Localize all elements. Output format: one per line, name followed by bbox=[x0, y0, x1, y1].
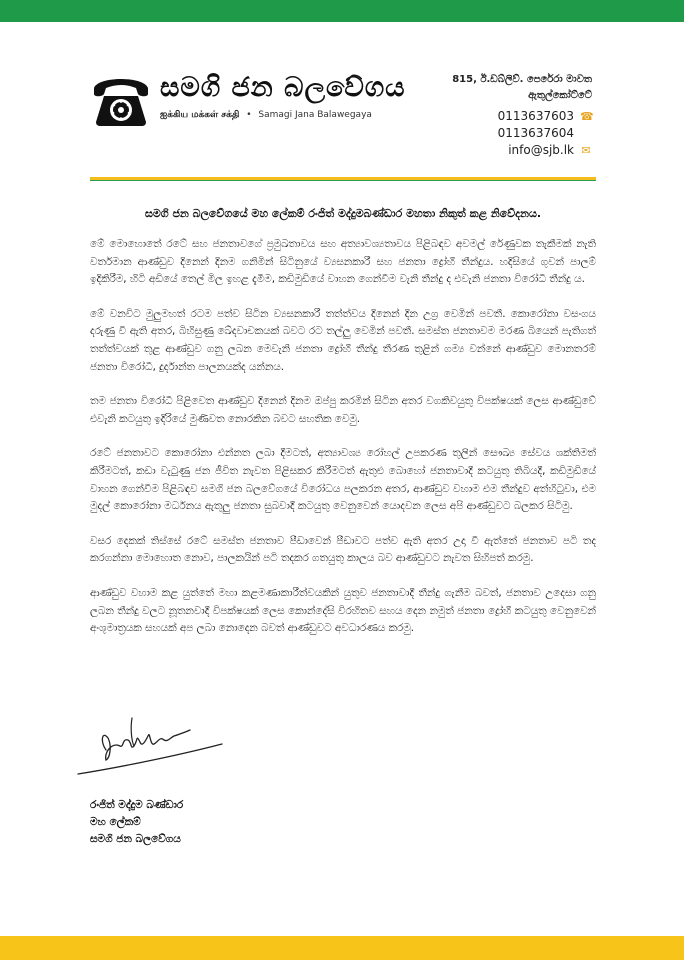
bottom-yellow-band bbox=[0, 936, 684, 960]
email-line bbox=[452, 142, 592, 159]
paragraph-6: ආණ්ඩුව වහාම කළ යුත්තේ මහා කළමණාකාරීත්වයකින් යුතුව ජනතාවාදී තීන්දු ගැනීම බවත්, ජනතාව උදෙසා ගනු ලබන තීන්දු වලට නූතනවාදී විපක්ෂයක් ලෙස කොන්දේසි විරහිතව සහය දෙන නමුත් ජනතා ද්‍රෝහී කටයුතු වෙනුවෙන් අංශුමාත්‍රයක සහයක් අප ලබා නොදෙන බවත් ආණ්ඩුවට අවධාරණය කරමු. bbox=[90, 586, 596, 635]
statement-body bbox=[90, 236, 596, 655]
phone-line-1 bbox=[452, 108, 592, 125]
tagline-separator: • bbox=[246, 110, 252, 120]
phone-icon: ☎ bbox=[580, 110, 594, 123]
signer-block bbox=[90, 797, 183, 848]
paragraph-1: මේ මොහොතේ රටේ සහ ජනතාවගේ ප්‍රමුඛතාවය සහ අත්‍යාවශ්‍යතාවය පිළිබඳව අවමල් රේණුවක තැකීමක් නැති වර්තමාන ආණ්ඩුව දිනෙන් දිනම ගනිමින් සිටිනුයේ ව්‍යසනකාරී සහ ජනතා ද්‍රෝහී තීන්දුය. හදිසියේ ගුවන් පාලම් ඉදිකිරීම, හිටි අඩියේ තෙල් මිල ඉහළ දැමීම, කඩිමුඩියේ වාහන ගෙන්වීම වැනි තීන්දු ද එවැනි ජනතා විරෝධී තීන්දු ය. bbox=[90, 238, 596, 286]
signer-name: රංජිත් මද්දුම බණ්ඩාර bbox=[90, 799, 184, 811]
address-line-2: ඇතුල්කෝට්ටේ bbox=[528, 90, 592, 101]
org-name: සමගි ජන බලවේගය bbox=[160, 72, 406, 103]
tagline-english: Samagi Jana Balawegaya bbox=[258, 110, 372, 120]
paragraph-5: වසර දෙකක් තිස්සේ රටේ සමස්ත ජනතාව පීඩාවෙන් පීඩාවට පත්ව ඇති අතර උදා වී ඇත්තේ ජනතාව පටි තද කරගන්නා මොහොත නොව, පාලකයින් පටි තදකර ගතයුතු කාලය බව ආණ්ඩුවට නැවත සිහිපත් කරමු. bbox=[90, 534, 596, 565]
logo bbox=[90, 72, 410, 132]
tagline bbox=[160, 110, 372, 121]
phone-line-2 bbox=[452, 125, 592, 142]
tagline-tamil: ஐக்கிய மக்கள் சக்தி bbox=[160, 110, 240, 120]
email-address: info@sjb.lk bbox=[508, 143, 574, 157]
address-line-1: 815, ඊ.ඩබ්ලිව්. පෙරේරා මාවත bbox=[452, 74, 592, 85]
paragraph-3: තම ජනතා විරෝධී පිළිවෙත ආණ්ඩුව දිනෙන් දිනම ඔප්පු කරමින් සිටින අතර වගකිවයුතු විපක්ෂයක් ලෙස ආණ්ඩුවේ එවැනි කටයුතු ඉදිරියේ මුණිවත නොරකින බවට සහතික වෙමු. bbox=[90, 395, 596, 425]
email-icon: ✉ bbox=[581, 144, 591, 157]
signer-title: මහ ලේකම් bbox=[90, 816, 141, 828]
handwritten-signature bbox=[76, 712, 226, 782]
phone-number-2: 0113637604 bbox=[497, 126, 574, 140]
contact-block bbox=[452, 72, 592, 159]
header-divider-green bbox=[90, 180, 596, 181]
telephone-logo-icon bbox=[90, 72, 152, 128]
phone-number-1: 0113637603 bbox=[497, 109, 574, 123]
statement-title: සමගි ජන බලවේගයේ මහ ලේකම් රංජිත් මද්දුමබණ්ඩාර මහතා නිකුත් කළ නිවේදනය. bbox=[144, 207, 542, 220]
signer-org: සමගි ජන බලවේගය bbox=[90, 833, 181, 845]
paragraph-4: රටේ ජනතාවට කොරෝනා එන්නත ලබා දීමටත්, අත්‍යාවශ්‍ය රෝහල් උපකරණ තුලින් සෞඛ්‍ය සේවය ශක්තිමත් කිරීමටත්, කඩා වැටුණු ජන ජීවිත නැවත පිළිසකර කිරීමටත් ඇතුළු බොහෝ ජනතාවාදී කටයුතු තිබියදී, කඩිමුඩියේ වාහන ගෙන්වීම පිළිබඳව සමගි ජන බලවේගයේ විරෝධය පලකරන අතර, ආණ්ඩුව වහාම එම තීන්දුව අත්හිටුවා, එම මුදල් කොරෝනා මර්ධනය ඇතුලු ජනතා සුබවාදී කටයුතු වෙනුවෙන් යොදවන ලෙස අපි ආණ්ඩුවට බලකර සිටිමු. bbox=[90, 447, 596, 513]
top-green-band bbox=[0, 0, 684, 22]
paragraph-2: මේ වනවිට මුලුමහත් රටම පත්ව සිටින ව්‍යසනකාරී තත්ත්වය දිනෙන් දින උග්‍ර වෙමින් පවතී. කොරෝනා වසංගය දරුණු වී ඇති අතර, බිහිසුණු ඛේදවාචකයක් බවට රට තල්ලු වෙමින් පවතී. සමස්ත ජනතාවම මරණ බියෙන් පැතිගත් තත්ත්වයක් තුළ ආණ්ඩුව ගනු ලබන මෙවැනි ජනතා ද්‍රෝහී තීන්දු තීරණ තුළින් ගම්‍ය වන්නේ ආණ්ඩුව මොනතරම් ජනතා විරෝධී, දුර්දාන්ත පාලනයක්ද යන්නය. bbox=[90, 307, 596, 373]
